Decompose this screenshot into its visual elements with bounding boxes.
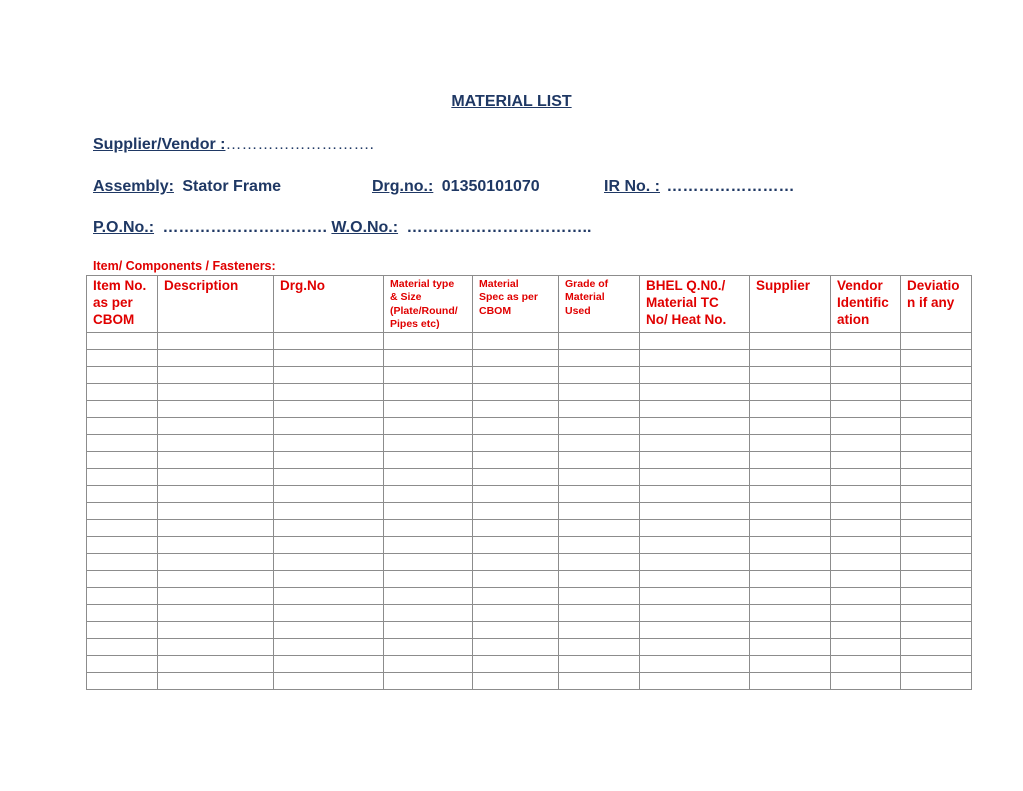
- table-cell[interactable]: [901, 434, 972, 451]
- table-cell[interactable]: [87, 366, 158, 383]
- table-cell[interactable]: [750, 570, 831, 587]
- table-cell[interactable]: [158, 604, 274, 621]
- table-cell[interactable]: [559, 468, 640, 485]
- table-cell[interactable]: [274, 434, 384, 451]
- table-cell[interactable]: [559, 587, 640, 604]
- table-cell[interactable]: [831, 383, 901, 400]
- header-description: [158, 276, 274, 333]
- table-cell[interactable]: [87, 383, 158, 400]
- table-row: [87, 366, 972, 383]
- table-cell[interactable]: [640, 434, 750, 451]
- table-cell[interactable]: [831, 502, 901, 519]
- table-cell[interactable]: [274, 383, 384, 400]
- table-cell[interactable]: [384, 587, 473, 604]
- table-cell[interactable]: [750, 519, 831, 536]
- table-row: [87, 587, 972, 604]
- table-cell[interactable]: [750, 536, 831, 553]
- table-cell[interactable]: [87, 553, 158, 570]
- table-cell[interactable]: [640, 417, 750, 434]
- table-cell[interactable]: [901, 638, 972, 655]
- table-cell[interactable]: [901, 587, 972, 604]
- table-cell[interactable]: [831, 332, 901, 349]
- table-row: [87, 604, 972, 621]
- table-cell[interactable]: [384, 434, 473, 451]
- header-drg-no-text: Drg.No: [280, 278, 325, 293]
- page-title: MATERIAL LIST: [451, 93, 572, 110]
- table-cell[interactable]: [640, 485, 750, 502]
- table-cell[interactable]: [87, 400, 158, 417]
- header-material-type-text: Material type & Size (Plate/Round/ Pipes etc): [390, 278, 458, 331]
- table-row: [87, 332, 972, 349]
- table-row: [87, 451, 972, 468]
- wo-value: ……………………………..: [406, 219, 592, 236]
- table-cell[interactable]: [559, 332, 640, 349]
- table-row: [87, 349, 972, 366]
- supplier-line: [93, 136, 374, 154]
- table-row: [87, 485, 972, 502]
- table-cell[interactable]: [274, 672, 384, 689]
- table-cell[interactable]: [750, 349, 831, 366]
- header-bhel-qno: [640, 276, 750, 333]
- table-cell[interactable]: [831, 553, 901, 570]
- table-cell[interactable]: [473, 383, 559, 400]
- table-cell[interactable]: [640, 604, 750, 621]
- table-row: [87, 536, 972, 553]
- table-cell[interactable]: [640, 621, 750, 638]
- wo-label: W.O.No.:: [331, 219, 399, 236]
- table-cell[interactable]: [384, 400, 473, 417]
- table-cell[interactable]: [158, 434, 274, 451]
- table-cell[interactable]: [559, 621, 640, 638]
- po-value: ………………………….: [162, 219, 327, 236]
- table-cell[interactable]: [831, 366, 901, 383]
- table-cell[interactable]: [87, 672, 158, 689]
- material-table: [86, 275, 972, 690]
- table-cell[interactable]: [559, 383, 640, 400]
- table-cell[interactable]: [901, 604, 972, 621]
- table-cell[interactable]: [384, 519, 473, 536]
- table-cell[interactable]: [901, 400, 972, 417]
- table-cell[interactable]: [274, 349, 384, 366]
- table-cell[interactable]: [831, 417, 901, 434]
- table-cell[interactable]: [274, 604, 384, 621]
- table-cell[interactable]: [473, 519, 559, 536]
- table-cell[interactable]: [384, 417, 473, 434]
- table-cell[interactable]: [274, 332, 384, 349]
- table-cell[interactable]: [274, 366, 384, 383]
- table-cell[interactable]: [473, 570, 559, 587]
- table-cell[interactable]: [384, 502, 473, 519]
- table-cell[interactable]: [750, 383, 831, 400]
- po-wo-line: [93, 219, 591, 237]
- table-cell[interactable]: [384, 672, 473, 689]
- table-cell[interactable]: [87, 468, 158, 485]
- table-cell[interactable]: [901, 502, 972, 519]
- table-cell[interactable]: [831, 349, 901, 366]
- table-cell[interactable]: [158, 417, 274, 434]
- table-cell[interactable]: [559, 366, 640, 383]
- header-item-no: [87, 276, 158, 333]
- table-cell[interactable]: [559, 536, 640, 553]
- header-deviation-text: Deviatio n if any: [907, 278, 960, 310]
- table-cell[interactable]: [274, 655, 384, 672]
- table-cell[interactable]: [750, 468, 831, 485]
- section-label: Item/ Components / Fasteners:: [93, 259, 276, 273]
- table-cell[interactable]: [750, 451, 831, 468]
- po-label: P.O.No.:: [93, 219, 155, 236]
- table-cell[interactable]: [384, 366, 473, 383]
- table-cell[interactable]: [640, 349, 750, 366]
- table-cell[interactable]: [473, 417, 559, 434]
- table-cell[interactable]: [158, 451, 274, 468]
- header-grade: [559, 276, 640, 333]
- table-cell[interactable]: [559, 604, 640, 621]
- table-row: [87, 621, 972, 638]
- table-cell[interactable]: [559, 485, 640, 502]
- table-cell[interactable]: [87, 570, 158, 587]
- table-cell[interactable]: [473, 502, 559, 519]
- table-cell[interactable]: [559, 417, 640, 434]
- table-cell[interactable]: [640, 366, 750, 383]
- table-cell[interactable]: [901, 570, 972, 587]
- table-cell[interactable]: [473, 434, 559, 451]
- table-cell[interactable]: [274, 400, 384, 417]
- table-cell[interactable]: [158, 332, 274, 349]
- table-cell[interactable]: [901, 672, 972, 689]
- supplier-label: Supplier/Vendor :: [93, 136, 226, 153]
- supplier-value: ……………………….: [225, 136, 374, 153]
- table-cell[interactable]: [831, 672, 901, 689]
- table-cell[interactable]: [384, 638, 473, 655]
- table-cell[interactable]: [158, 672, 274, 689]
- table-row: [87, 519, 972, 536]
- table-cell[interactable]: [750, 672, 831, 689]
- table-cell[interactable]: [274, 536, 384, 553]
- table-cell[interactable]: [87, 502, 158, 519]
- table-cell[interactable]: [640, 502, 750, 519]
- table-cell[interactable]: [750, 621, 831, 638]
- table-cell[interactable]: [473, 604, 559, 621]
- table-cell[interactable]: [473, 485, 559, 502]
- table-cell[interactable]: [831, 570, 901, 587]
- table-cell[interactable]: [384, 553, 473, 570]
- table-cell[interactable]: [640, 451, 750, 468]
- table-cell[interactable]: [831, 468, 901, 485]
- assembly-value: Stator Frame: [182, 178, 282, 195]
- table-cell[interactable]: [384, 570, 473, 587]
- table-cell[interactable]: [831, 655, 901, 672]
- table-cell[interactable]: [384, 536, 473, 553]
- table-cell[interactable]: [87, 655, 158, 672]
- table-cell[interactable]: [901, 417, 972, 434]
- assembly-label: Assembly:: [93, 178, 174, 195]
- table-cell[interactable]: [640, 655, 750, 672]
- table-cell[interactable]: [473, 400, 559, 417]
- table-cell[interactable]: [750, 638, 831, 655]
- table-cell[interactable]: [750, 366, 831, 383]
- header-vendor-identification-text: Vendor Identific ation: [837, 278, 889, 327]
- table-cell[interactable]: [559, 400, 640, 417]
- table-cell[interactable]: [473, 672, 559, 689]
- header-grade-text: Grade of Material Used: [565, 278, 609, 317]
- table-cell[interactable]: [158, 553, 274, 570]
- table-cell[interactable]: [750, 502, 831, 519]
- table-cell[interactable]: [274, 621, 384, 638]
- table-cell[interactable]: [158, 519, 274, 536]
- table-cell[interactable]: [901, 332, 972, 349]
- table-cell[interactable]: [831, 587, 901, 604]
- table-cell[interactable]: [559, 553, 640, 570]
- table-cell[interactable]: [87, 536, 158, 553]
- table-cell[interactable]: [831, 434, 901, 451]
- table-cell[interactable]: [559, 434, 640, 451]
- table-cell[interactable]: [473, 587, 559, 604]
- table-cell[interactable]: [473, 655, 559, 672]
- ir-value: ……………………: [666, 178, 795, 195]
- header-deviation: [901, 276, 972, 333]
- table-cell[interactable]: [750, 604, 831, 621]
- table-cell[interactable]: [640, 536, 750, 553]
- header-bhel-qno-text: BHEL Q.N0./ Material TC No/ Heat No.: [646, 278, 727, 327]
- table-cell[interactable]: [559, 655, 640, 672]
- table-cell[interactable]: [274, 502, 384, 519]
- table-row: [87, 417, 972, 434]
- table-cell[interactable]: [87, 451, 158, 468]
- table-cell[interactable]: [158, 383, 274, 400]
- table-cell[interactable]: [87, 587, 158, 604]
- table-cell[interactable]: [274, 468, 384, 485]
- table-cell[interactable]: [559, 638, 640, 655]
- table-cell[interactable]: [640, 638, 750, 655]
- table-cell[interactable]: [559, 519, 640, 536]
- table-cell[interactable]: [158, 349, 274, 366]
- table-cell[interactable]: [901, 519, 972, 536]
- table-cell[interactable]: [274, 417, 384, 434]
- table-row: [87, 570, 972, 587]
- table-cell[interactable]: [87, 349, 158, 366]
- table-cell[interactable]: [901, 451, 972, 468]
- table-cell[interactable]: [473, 451, 559, 468]
- table-cell[interactable]: [473, 332, 559, 349]
- table-cell[interactable]: [274, 485, 384, 502]
- table-header-row: [87, 276, 972, 333]
- table-cell[interactable]: [640, 400, 750, 417]
- table-cell[interactable]: [831, 400, 901, 417]
- table-cell[interactable]: [158, 655, 274, 672]
- table-cell[interactable]: [158, 366, 274, 383]
- header-supplier-text: Supplier: [756, 278, 811, 293]
- table-cell[interactable]: [158, 468, 274, 485]
- table-cell[interactable]: [640, 468, 750, 485]
- table-cell[interactable]: [901, 468, 972, 485]
- table-row: [87, 400, 972, 417]
- table-cell[interactable]: [158, 587, 274, 604]
- table-cell[interactable]: [473, 536, 559, 553]
- table-cell[interactable]: [158, 536, 274, 553]
- table-cell[interactable]: [831, 638, 901, 655]
- table-cell[interactable]: [87, 519, 158, 536]
- table-cell[interactable]: [640, 553, 750, 570]
- table-row: [87, 553, 972, 570]
- table-row: [87, 672, 972, 689]
- table-body: [87, 332, 972, 689]
- table-cell[interactable]: [750, 434, 831, 451]
- table-cell[interactable]: [901, 655, 972, 672]
- table-cell[interactable]: [384, 451, 473, 468]
- table-cell[interactable]: [831, 604, 901, 621]
- table-cell[interactable]: [384, 332, 473, 349]
- table-cell[interactable]: [901, 553, 972, 570]
- table-cell[interactable]: [87, 604, 158, 621]
- table-cell[interactable]: [384, 604, 473, 621]
- table-cell[interactable]: [473, 638, 559, 655]
- table-cell[interactable]: [901, 485, 972, 502]
- table-cell[interactable]: [87, 434, 158, 451]
- table-cell[interactable]: [559, 349, 640, 366]
- table-cell[interactable]: [384, 468, 473, 485]
- table-cell[interactable]: [87, 485, 158, 502]
- table-cell[interactable]: [274, 638, 384, 655]
- drg-value: 01350101070: [441, 178, 540, 195]
- table-cell[interactable]: [750, 400, 831, 417]
- table-cell[interactable]: [831, 485, 901, 502]
- table-cell[interactable]: [750, 655, 831, 672]
- table-cell[interactable]: [473, 621, 559, 638]
- table-cell[interactable]: [274, 587, 384, 604]
- table-cell[interactable]: [384, 655, 473, 672]
- table-cell[interactable]: [87, 621, 158, 638]
- table-cell[interactable]: [384, 621, 473, 638]
- table-cell[interactable]: [640, 570, 750, 587]
- table-row: [87, 502, 972, 519]
- table-cell[interactable]: [901, 536, 972, 553]
- table-cell[interactable]: [274, 570, 384, 587]
- header-material-type: [384, 276, 473, 333]
- table-cell[interactable]: [158, 638, 274, 655]
- table-cell[interactable]: [640, 519, 750, 536]
- header-vendor-identification: [831, 276, 901, 333]
- table-cell[interactable]: [473, 349, 559, 366]
- table-cell[interactable]: [473, 366, 559, 383]
- table-cell[interactable]: [559, 672, 640, 689]
- table-cell[interactable]: [158, 400, 274, 417]
- table-cell[interactable]: [384, 383, 473, 400]
- table-cell[interactable]: [158, 621, 274, 638]
- table-cell[interactable]: [87, 417, 158, 434]
- table-cell[interactable]: [901, 349, 972, 366]
- table-cell[interactable]: [559, 570, 640, 587]
- table-cell[interactable]: [901, 621, 972, 638]
- table-cell[interactable]: [831, 519, 901, 536]
- table-cell[interactable]: [640, 332, 750, 349]
- table-row: [87, 638, 972, 655]
- table-cell[interactable]: [274, 451, 384, 468]
- table-row: [87, 383, 972, 400]
- header-drg-no: [274, 276, 384, 333]
- table-cell[interactable]: [158, 570, 274, 587]
- table-cell[interactable]: [750, 417, 831, 434]
- header-material-spec-text: Material Spec as per CBOM: [479, 278, 538, 317]
- table-cell[interactable]: [87, 638, 158, 655]
- table-cell[interactable]: [384, 349, 473, 366]
- header-material-spec: [473, 276, 559, 333]
- table-cell[interactable]: [473, 468, 559, 485]
- table-cell[interactable]: [158, 502, 274, 519]
- table-cell[interactable]: [750, 332, 831, 349]
- table-row: [87, 434, 972, 451]
- header-supplier: [750, 276, 831, 333]
- ir-label: IR No. :: [604, 178, 660, 195]
- table-row: [87, 655, 972, 672]
- table-cell[interactable]: [384, 485, 473, 502]
- table-cell[interactable]: [274, 519, 384, 536]
- table-cell[interactable]: [750, 485, 831, 502]
- table-cell[interactable]: [831, 536, 901, 553]
- table-row: [87, 468, 972, 485]
- header-item-no-text: Item No. as per CBOM: [93, 278, 147, 327]
- table-cell[interactable]: [640, 587, 750, 604]
- table-cell[interactable]: [901, 383, 972, 400]
- table-cell[interactable]: [87, 332, 158, 349]
- table-cell[interactable]: [559, 502, 640, 519]
- table-cell[interactable]: [831, 451, 901, 468]
- table-cell[interactable]: [901, 366, 972, 383]
- table-cell[interactable]: [640, 672, 750, 689]
- table-cell[interactable]: [158, 485, 274, 502]
- table-cell[interactable]: [750, 553, 831, 570]
- table-cell[interactable]: [831, 621, 901, 638]
- table-cell[interactable]: [559, 451, 640, 468]
- drg-label: Drg.no.:: [372, 178, 434, 195]
- table-cell[interactable]: [640, 383, 750, 400]
- table-cell[interactable]: [750, 587, 831, 604]
- table-cell[interactable]: [473, 553, 559, 570]
- table-cell[interactable]: [274, 553, 384, 570]
- header-description-text: Description: [164, 278, 239, 293]
